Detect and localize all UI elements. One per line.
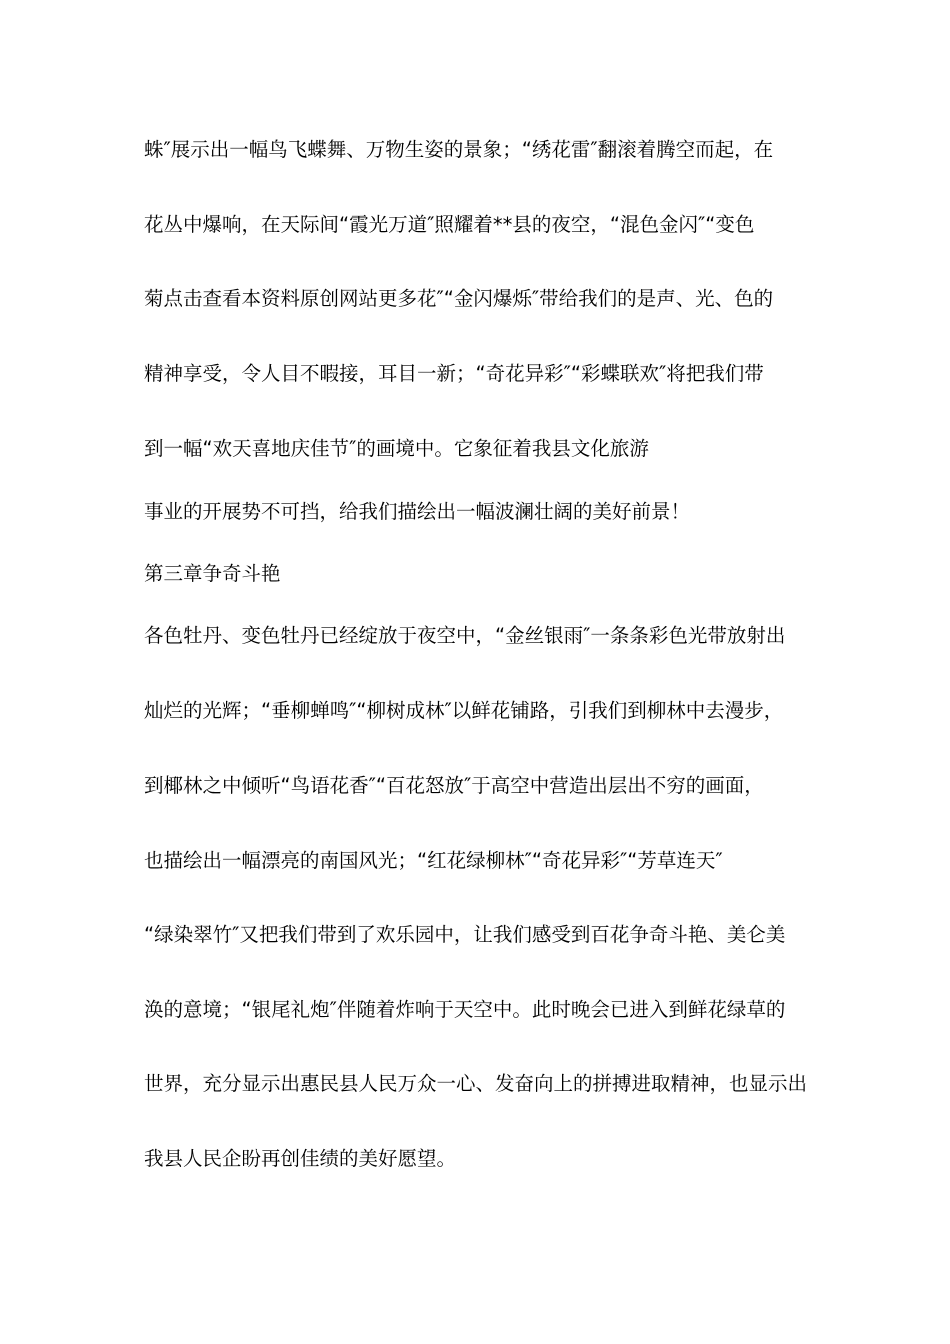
- text-line: 灿烂的光辉；“垂柳蝉鸣″“柳树成林″以鲜花铺路，引我们到柳林中去漫步，: [144, 699, 784, 722]
- text-line: 到椰林之中倾听“鸟语花香″“百花怒放″于高空中营造出层出不穷的画面，: [144, 774, 764, 797]
- text-line: 花丛中爆响，在天际间“霞光万道″照耀着**县的夜空，“混色金闪″“变色: [144, 213, 755, 236]
- text-line: 世界，充分显示出惠民县人民万众一心、发奋向上的拼搏进取精神，也显示出: [144, 1072, 808, 1095]
- text-line: 我县人民企盼再创佳绩的美好愿望。: [144, 1147, 457, 1170]
- text-line: 蛛″展示出一幅鸟飞蝶舞、万物生姿的景象；“绣花雷″翻滚着腾空而起，在: [144, 138, 774, 161]
- text-line: 菊点击查看本资料原创网站更多花″“金闪爆烁″带给我们的是声、光、色的: [144, 287, 774, 310]
- section-heading: 第三章争奇斗艳: [144, 562, 281, 585]
- text-line: 精神享受，令人目不暇接，耳目一新；“奇花异彩″“彩蝶联欢″将把我们带: [144, 362, 764, 385]
- text-line: 各色牡丹、变色牡丹已经绽放于夜空中，“金丝银雨″一条条彩色光带放射出: [144, 624, 786, 647]
- text-line: 涣的意境；“银尾礼炮″伴随着炸响于天空中。此时晚会已进入到鲜花绿草的: [144, 998, 786, 1021]
- text-line: 事业的开展势不可挡，给我们描绘出一幅波澜壮阔的美好前景！: [144, 500, 691, 523]
- text-line: 也描绘出一幅漂亮的南国风光；“红花绿柳林″“奇花异彩″“芳草连天″: [144, 849, 723, 872]
- text-line: 到一幅“欢天喜地庆佳节″的画境中。它象征着我县文化旅游: [144, 437, 649, 460]
- text-line: “绿染翠竹″又把我们带到了欢乐园中，让我们感受到百花争奇斗艳、美仑美: [144, 923, 786, 946]
